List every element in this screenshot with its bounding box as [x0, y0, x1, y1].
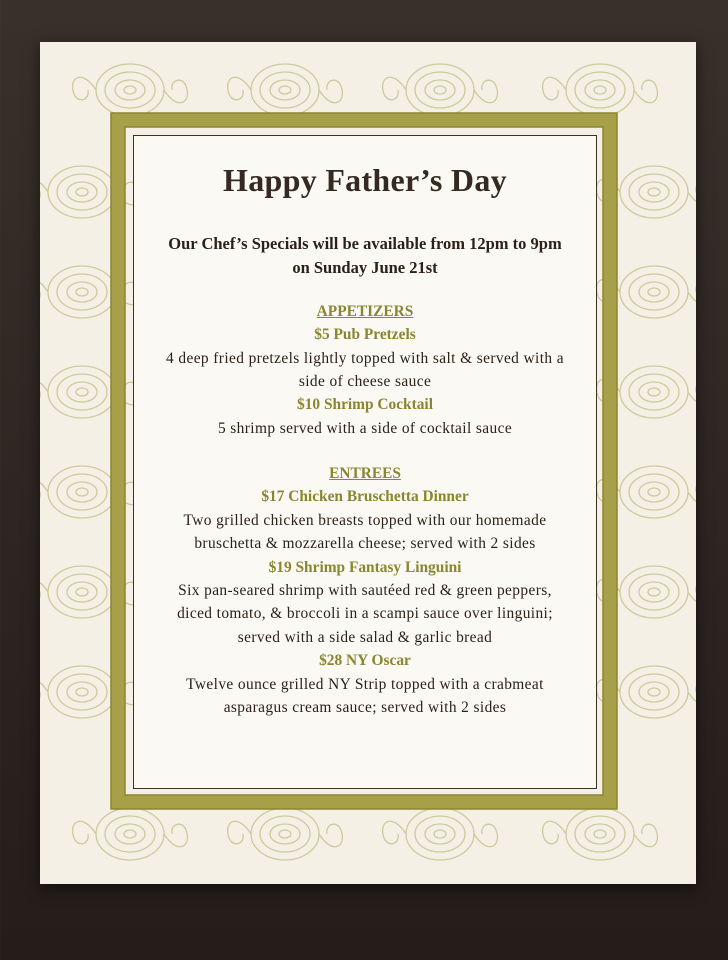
menu-item-desc: Twelve ounce grilled NY Strip topped with a crabmeat: [186, 676, 544, 693]
menu-item-desc: asparagus cream sauce; served with 2 sides: [223, 699, 507, 716]
menu-title: Happy Father’s Day: [223, 162, 507, 198]
menu-item-desc: side of cheese sauce: [298, 373, 432, 390]
menu-item-name: $28 NY Oscar: [319, 652, 411, 669]
menu-item-desc: served with a side salad & garlic bread: [237, 629, 493, 646]
menu-item-desc: diced tomato, & broccoli in a scampi sauce over linguini;: [177, 605, 553, 622]
scroll-swirl: [543, 808, 658, 860]
menu-item-desc: 5 shrimp served with a side of cocktail sauce: [217, 420, 513, 437]
section-heading-entrees: ENTREES: [329, 465, 401, 482]
intro-line: on Sunday June 21st: [292, 258, 438, 277]
scroll-swirl: [543, 64, 658, 116]
menu-item-name: $10 Shrimp Cocktail: [297, 396, 433, 413]
menu-item-desc: bruschetta & mozzarella cheese; served with 2 sides: [194, 535, 536, 552]
menu-item-desc: Six pan-seared shrimp with sautéed red & green peppers,: [178, 582, 552, 599]
scroll-swirl: [73, 808, 188, 860]
menu-paper: [40, 42, 696, 884]
menu-item-name: $19 Shrimp Fantasy Linguini: [268, 559, 462, 576]
scroll-swirl: [383, 808, 498, 860]
section-heading-appetizers: APPETIZERS: [316, 303, 414, 320]
menu-item-desc: 4 deep fried pretzels lightly topped with salt & served with a: [166, 350, 564, 367]
menu-panel: [133, 135, 597, 789]
scroll-swirl: [383, 64, 498, 116]
scroll-swirl: [228, 808, 343, 860]
menu-item-desc: Two grilled chicken breasts topped with our homemade: [183, 512, 547, 529]
intro-line: Our Chef’s Specials will be available from 12pm to 9pm: [168, 234, 562, 253]
menu-item-name: $5 Pub Pretzels: [314, 326, 416, 343]
menu-item-name: $17 Chicken Bruschetta Dinner: [261, 488, 469, 505]
scroll-swirl: [228, 64, 343, 116]
scroll-swirl: [73, 64, 188, 116]
